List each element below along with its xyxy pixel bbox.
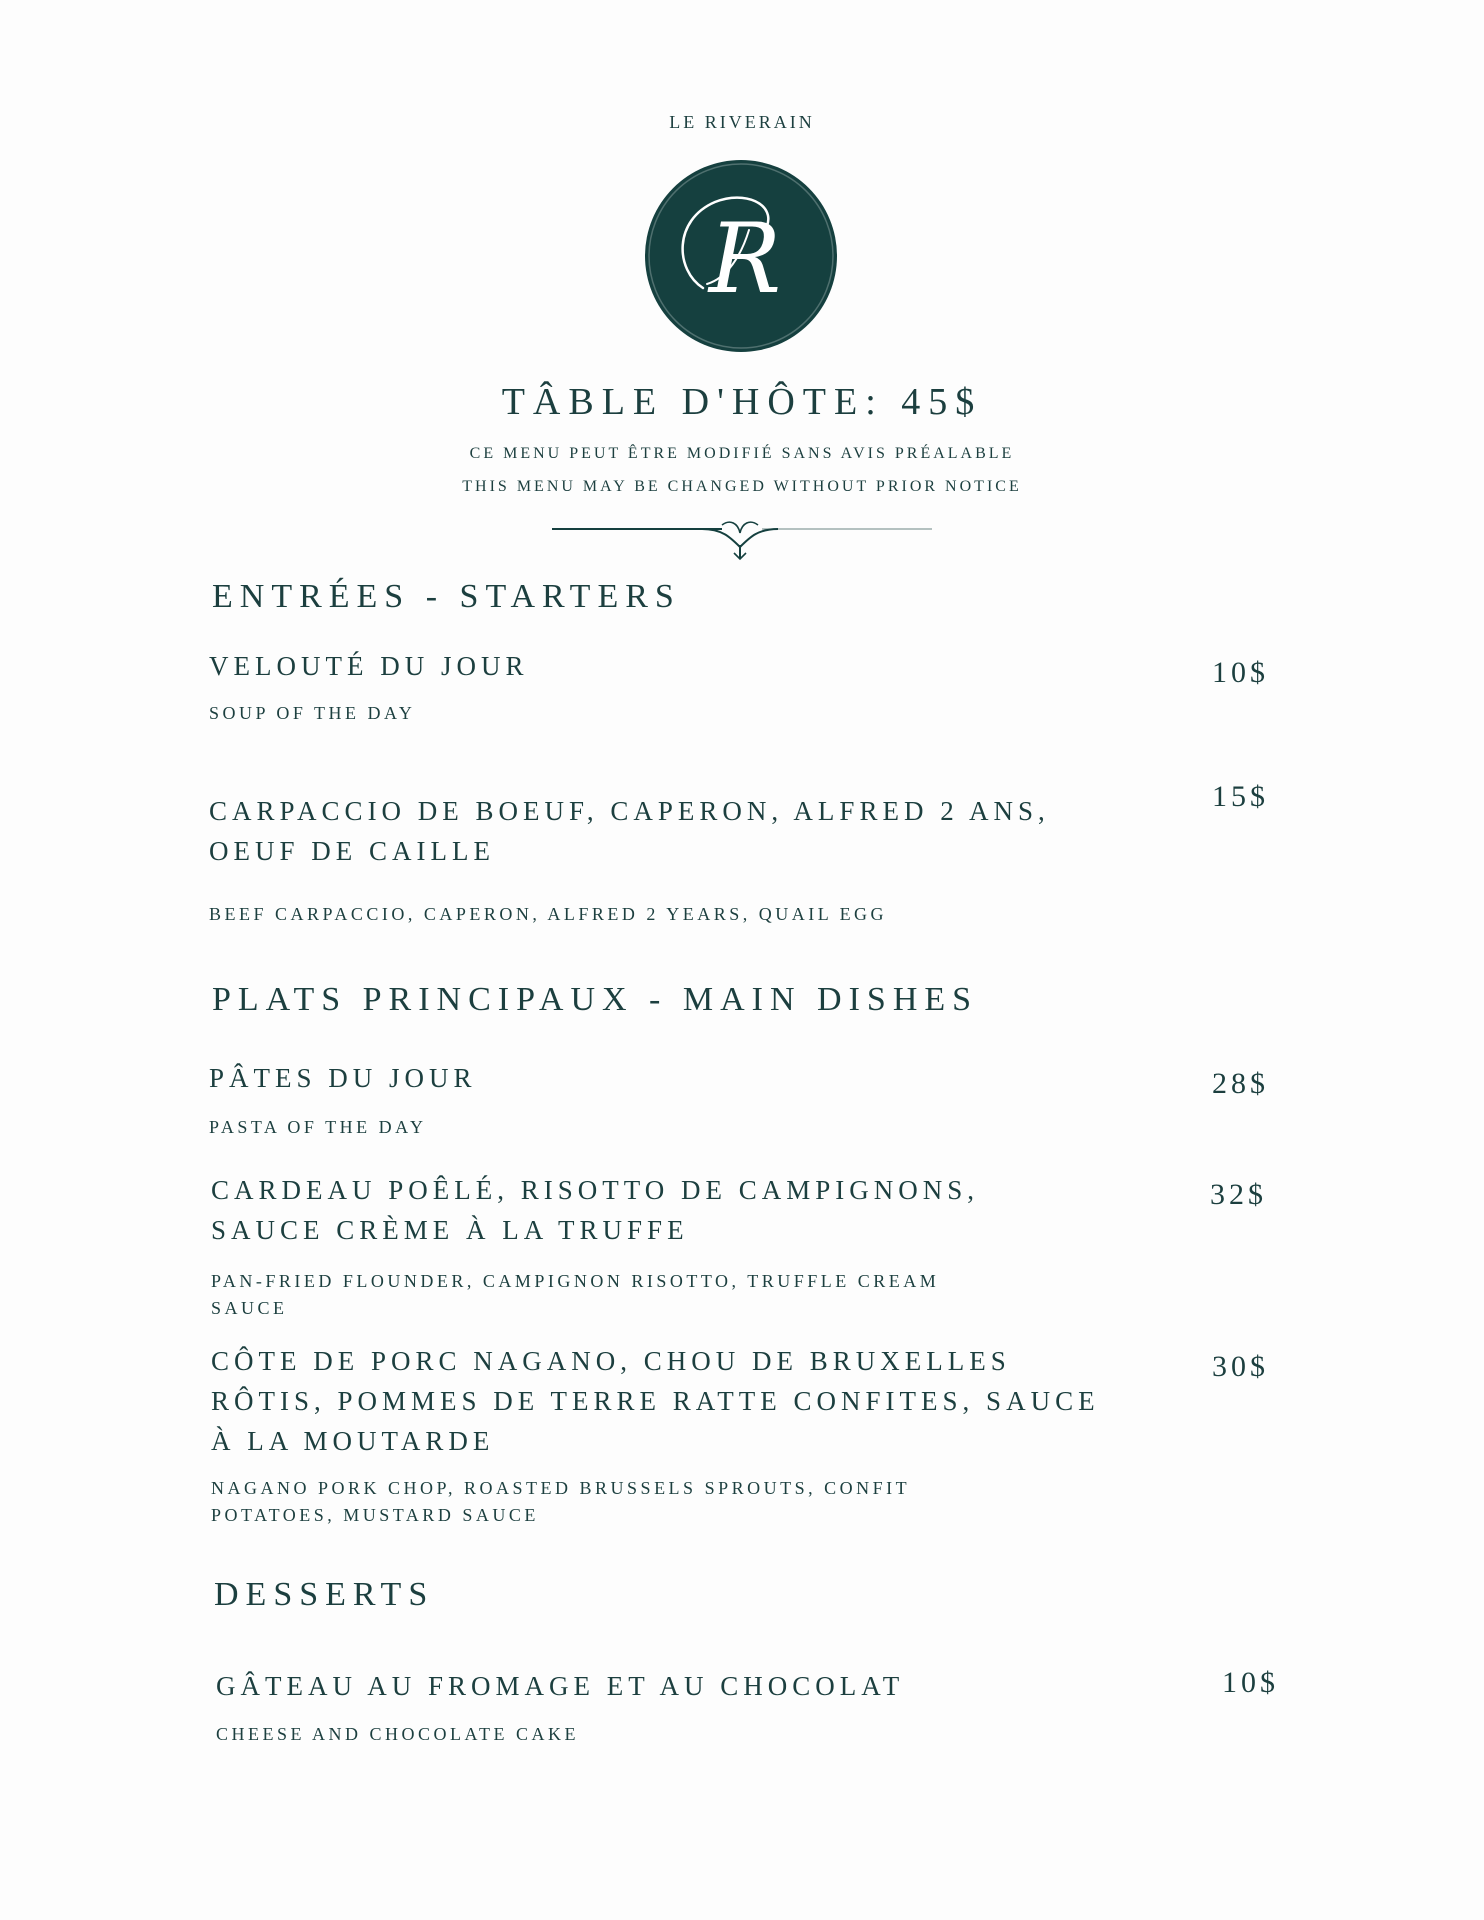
- item-price: 15$: [1212, 780, 1269, 813]
- item-description: PAN-FRIED FLOUNDER, CAMPIGNON RISOTTO, TRUFFLE CREAM SAUCE: [211, 1271, 940, 1318]
- item-description: SOUP OF THE DAY: [209, 703, 416, 723]
- item-name: CÔTE DE PORC NAGANO, CHOU DE BRUXELLES RÔTIS, POMMES DE TERRE RATTE CONFITES, SAUCE À LA MOUTARDE: [211, 1346, 1100, 1456]
- flourish-divider-icon: [552, 515, 932, 568]
- section-title-desserts: DESSERTS: [214, 1576, 435, 1613]
- menu-title: TÂBLE D'HÔTE: 45$: [501, 381, 983, 423]
- item-description: NAGANO PORK CHOP, ROASTED BRUSSELS SPROUTS, CONFIT POTATOES, MUSTARD SAUCE: [211, 1478, 910, 1525]
- section-title-main-dishes: PLATS PRINCIPAUX - MAIN DISHES: [212, 981, 979, 1018]
- item-name: CARPACCIO DE BOEUF, CAPERON, ALFRED 2 ANS, OEUF DE CAILLE: [209, 796, 1050, 866]
- restaurant-name: LE RIVERAIN: [669, 112, 815, 132]
- item-description: BEEF CARPACCIO, CAPERON, ALFRED 2 YEARS, QUAIL EGG: [209, 904, 888, 924]
- item-description: PASTA OF THE DAY: [209, 1117, 427, 1137]
- notice-french: CE MENU PEUT ÊTRE MODIFIÉ SANS AVIS PRÉALABLE: [469, 445, 1015, 462]
- monogram-r-icon: [645, 160, 837, 352]
- item-price: 10$: [1212, 656, 1269, 689]
- section-title-starters: ENTRÉES - STARTERS: [212, 578, 681, 615]
- item-price: 32$: [1210, 1178, 1267, 1211]
- item-description: CHEESE AND CHOCOLATE CAKE: [216, 1724, 580, 1744]
- logo-letter: R: [708, 203, 782, 315]
- item-name: PÂTES DU JOUR: [209, 1063, 477, 1093]
- notice-english: THIS MENU MAY BE CHANGED WITHOUT PRIOR NOTICE: [462, 478, 1022, 495]
- item-name: GÂTEAU AU FROMAGE ET AU CHOCOLAT: [216, 1671, 905, 1701]
- item-name: CARDEAU POÊLÉ, RISOTTO DE CAMPIGNONS, SAUCE CRÈME À LA TRUFFE: [211, 1175, 980, 1245]
- item-price: 28$: [1212, 1067, 1269, 1100]
- item-name: VELOUTÉ DU JOUR: [209, 651, 529, 681]
- item-price: 10$: [1222, 1666, 1279, 1699]
- item-price: 30$: [1212, 1350, 1269, 1383]
